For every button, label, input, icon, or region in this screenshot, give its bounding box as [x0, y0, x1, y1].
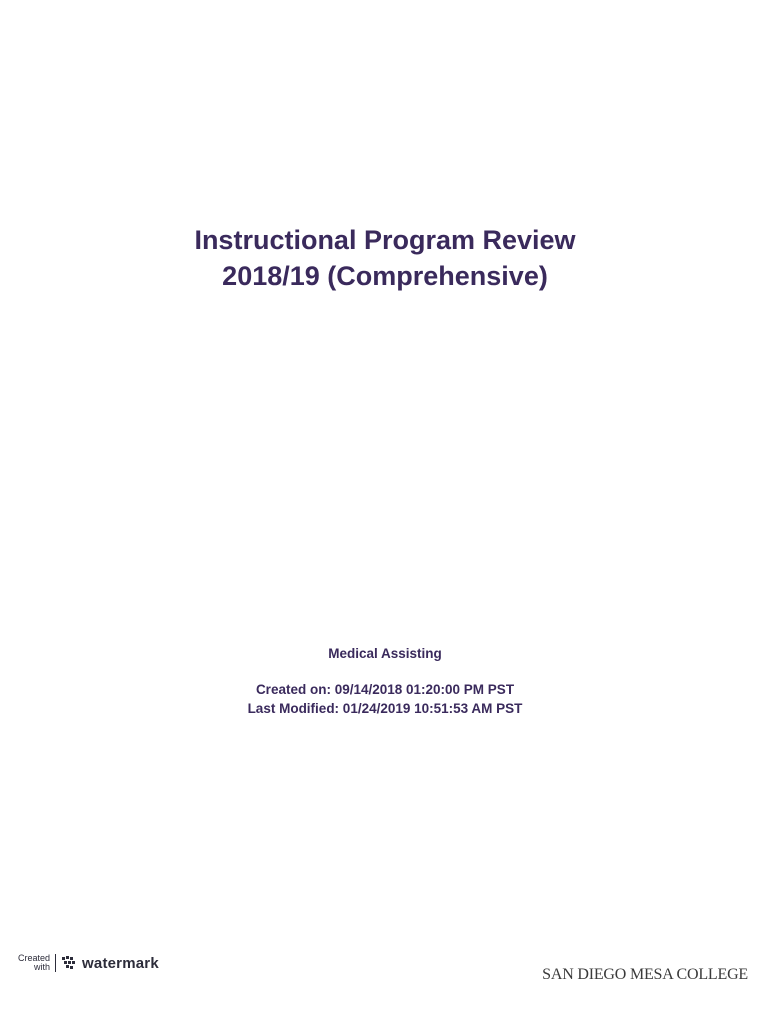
created-label-line-2: with [34, 962, 51, 972]
watermark-logo-icon [61, 955, 77, 971]
document-meta [0, 645, 770, 718]
created-on: Created on: 09/14/2018 01:20:00 PM PST [255, 682, 515, 697]
title-line-2: 2018/19 (Comprehensive) [222, 261, 548, 291]
last-modified: Last Modified: 01/24/2019 10:51:53 AM PST [247, 701, 523, 716]
watermark-brand: watermark [82, 954, 159, 972]
created-label-line-1: Created [18, 953, 51, 963]
title-line-1: Instructional Program Review [194, 225, 576, 255]
document-title [0, 222, 770, 294]
institution-logo: SAN DIEGO MESA COLLEGE [542, 966, 748, 983]
footer-divider [55, 954, 56, 972]
program-name: Medical Assisting [328, 646, 442, 661]
created-with-label [18, 954, 50, 972]
created-with-watermark [18, 952, 159, 974]
